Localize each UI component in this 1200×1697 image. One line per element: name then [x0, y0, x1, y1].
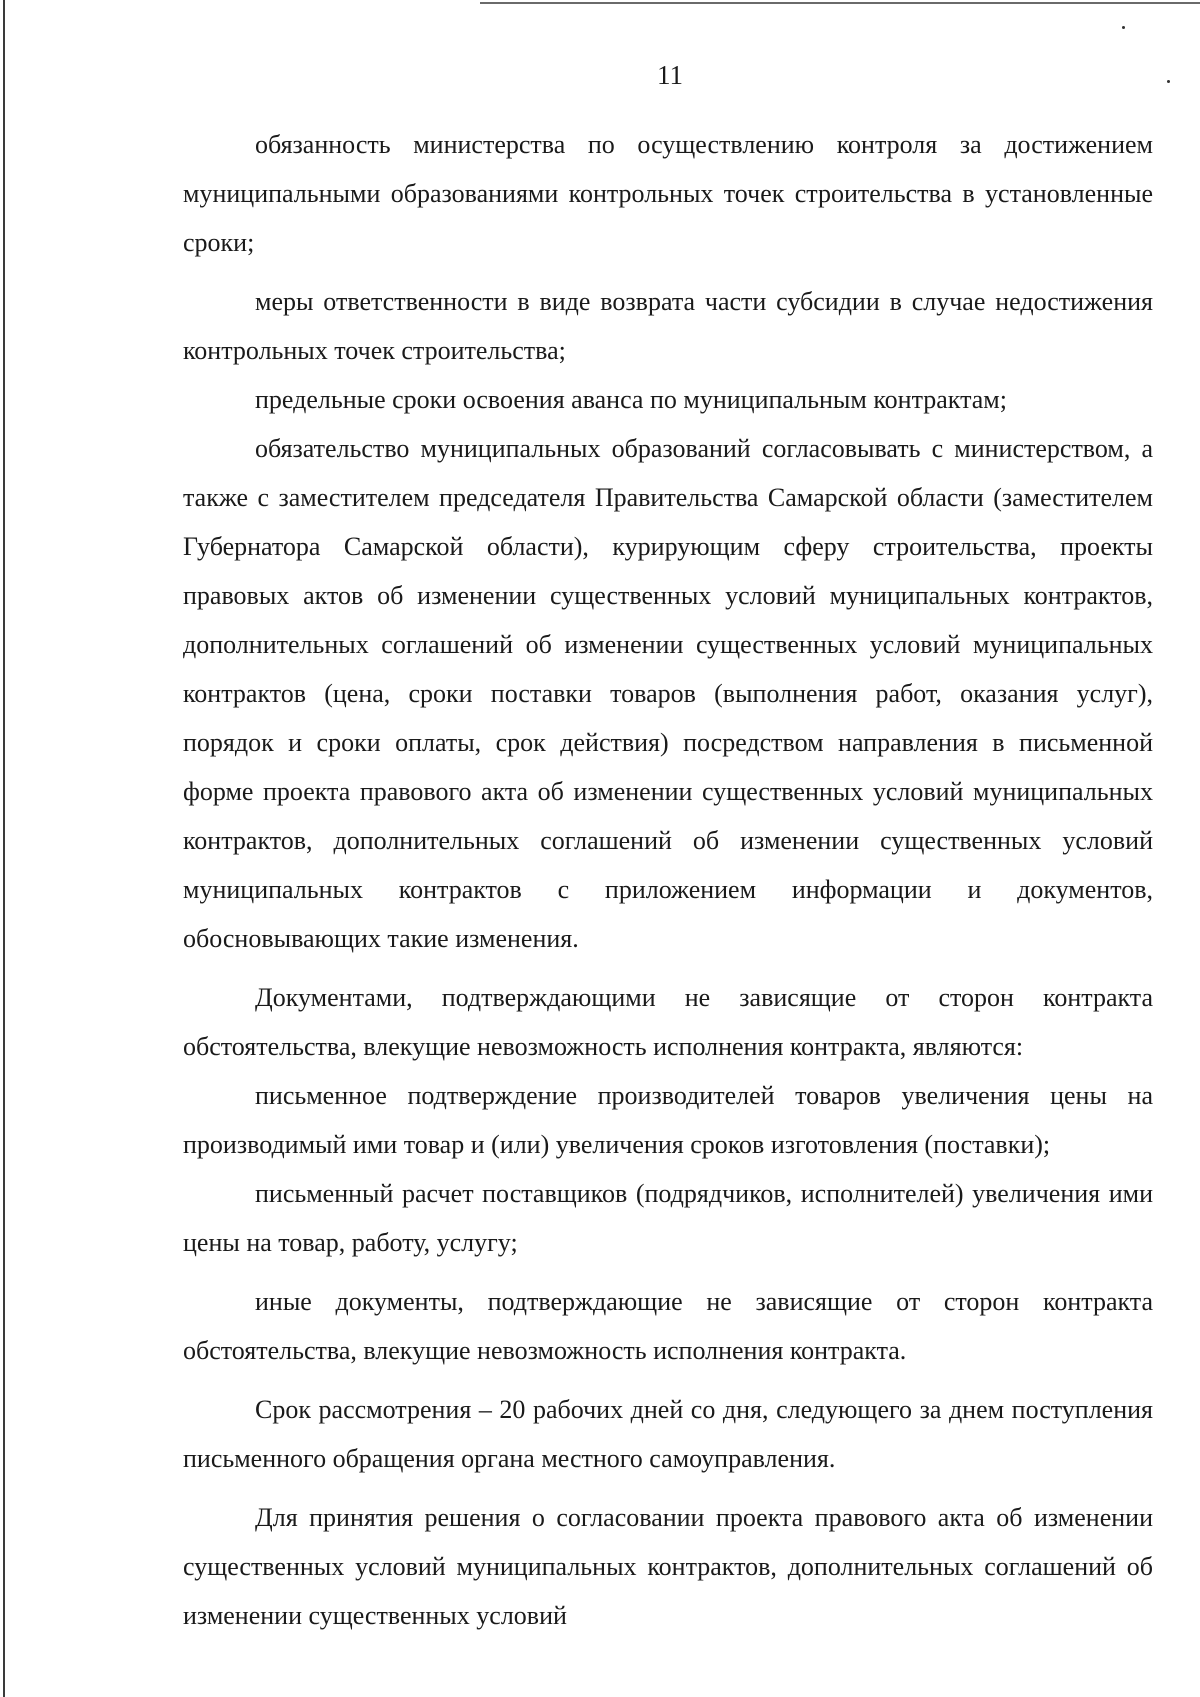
- paragraph: обязательство муниципальных образований согласовывать с министерством, а также с заместителем председателя Правительства Самарской области (заместителем Губернатора Самарской области), курирующим сферу строительства, проекты правовых актов об изменении существенных условий муниципальных контрактов, дополнительных соглашений об изменении существенных условий муниципальных контрактов (цена, сроки поставки товаров (выполнения работ, оказания услуг), порядок и сроки оплаты, срок действия) посредством направления в письменной форме проекта правового акта об изменении существенных условий муниципальных контрактов, дополнительных соглашений об изменении существенных условий муниципальных контрактов с приложением информации и документов, обосновывающих такие изменения.: [183, 434, 1153, 953]
- paragraph: Для принятия решения о согласовании проекта правового акта об изменении существенных условий муниципальных контрактов, дополнительных соглашений об изменении существенных условий: [183, 1503, 1153, 1630]
- scan-left-edge: [3, 0, 5, 1697]
- paragraph: письменное подтверждение производителей товаров увеличения цены на производимый ими товар и (или) увеличения сроков изготовления (поставки);: [183, 1081, 1153, 1159]
- paragraph: обязанность министерства по осуществлению контроля за достижением муниципальными образованиями контрольных точек строительства в установленные сроки;: [183, 130, 1153, 257]
- body-text: [183, 120, 1153, 1640]
- paragraph: Срок рассмотрения – 20 рабочих дней со дня, следующего за днем поступления письменного обращения органа местного самоуправления.: [183, 1395, 1153, 1473]
- paragraph: меры ответственности в виде возврата части субсидии в случае недостижения контрольных точек строительства;: [183, 287, 1153, 365]
- scan-top-edge: [480, 2, 1200, 4]
- page-number: 11: [657, 60, 683, 90]
- paragraph: иные документы, подтверждающие не зависящие от сторон контракта обстоятельства, влекущие невозможность исполнения контракта.: [183, 1287, 1153, 1365]
- paragraph: письменный расчет поставщиков (подрядчиков, исполнителей) увеличения ими цены на товар, работу, услугу;: [183, 1179, 1153, 1257]
- paragraph: Документами, подтверждающими не зависящие от сторон контракта обстоятельства, влекущие невозможность исполнения контракта, являются:: [183, 983, 1153, 1061]
- paragraph: предельные сроки освоения аванса по муниципальным контрактам;: [255, 385, 1007, 414]
- scan-speck: [1122, 26, 1125, 29]
